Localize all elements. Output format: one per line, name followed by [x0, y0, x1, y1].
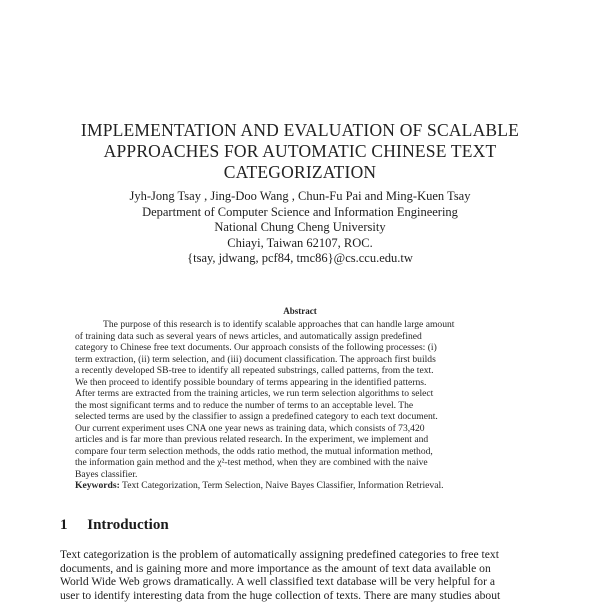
- abstract-heading: Abstract: [283, 306, 317, 316]
- abstract-line: Our current experiment uses CNA one year news as training data, which consists of 73,420: [75, 422, 425, 434]
- abstract-line: a recently developed SB-tree to identify all repeated substrings, called patterns, from the text.: [75, 365, 434, 376]
- abstract-line: category to Chinese free text documents. Our approach consists of the following processes: (i): [75, 342, 437, 353]
- introduction-body: [60, 548, 550, 602]
- body-line: Text categorization is the problem of automatically assigning predefined categories to free text: [60, 548, 499, 561]
- keywords-text: Text Categorization, Term Selection, Naive Bayes Classifier, Information Retrieval.: [122, 480, 444, 491]
- title-line-1: IMPLEMENTATION AND EVALUATION OF SCALABLE: [80, 120, 520, 140]
- abstract-line: of training data such as several years of news articles, and automatically assign predefined: [75, 330, 422, 342]
- author-university: National Chung Cheng University: [214, 220, 386, 234]
- abstract-line: selected terms are used by the classifier to assign a predefined category to each text document.: [75, 411, 438, 422]
- abstract-line: the most significant terms and to reduce the number of terms to an acceptable level. The: [75, 399, 414, 411]
- title-line-2: APPROACHES FOR AUTOMATIC CHINESE TEXT: [103, 141, 497, 161]
- abstract-body: [75, 319, 515, 492]
- section-heading: [60, 517, 169, 534]
- abstract-line: The purpose of this research is to identify scalable approaches that can handle large amount: [103, 319, 455, 330]
- abstract-line: We then proceed to identify possible boundary of terms appearing in the identified patterns.: [75, 376, 427, 388]
- author-department: Department of Computer Science and Information Engineering: [142, 204, 458, 219]
- abstract-line: term extraction, (ii) term selection, and (iii) document classification. The approach first builds: [75, 353, 436, 365]
- author-location: Chiayi, Taiwan 62107, ROC.: [227, 235, 373, 250]
- title-line-3: CATEGORIZATION: [223, 162, 377, 182]
- paper-title: [60, 120, 540, 183]
- author-block: [60, 189, 540, 267]
- keywords-line: [75, 480, 515, 492]
- abstract-line: articles and is far more than previous related research. In the experiment, we implement and: [75, 434, 429, 445]
- abstract-line: the information gain method and the χ²-test method, when they are combined with the naive: [75, 457, 428, 468]
- keywords-label: Keywords:: [75, 480, 120, 491]
- body-line: documents, and is gaining more and more importance as the amount of text data available on: [60, 561, 491, 575]
- abstract-line: compare four term selection methods, the odds ratio method, the mutual information method,: [75, 445, 433, 457]
- author-emails: {tsay, jdwang, pcf84, tmc86}@cs.ccu.edu.tw: [187, 251, 413, 265]
- section-number: 1: [60, 517, 68, 533]
- section-title: Introduction: [87, 517, 169, 533]
- body-line: World Wide Web grows dramatically. A well classified text database will be very helpful for a: [60, 575, 495, 589]
- abstract-line: After terms are extracted from the training articles, we run term selection algorithms to select: [75, 388, 434, 399]
- abstract-line: Bayes classifier.: [75, 468, 138, 480]
- author-names: Jyh-Jong Tsay , Jing-Doo Wang , Chun-Fu Pai and Ming-Kuen Tsay: [129, 189, 471, 203]
- body-line: user to identify interesting data from the huge collection of texts. There are many studies about: [60, 588, 501, 602]
